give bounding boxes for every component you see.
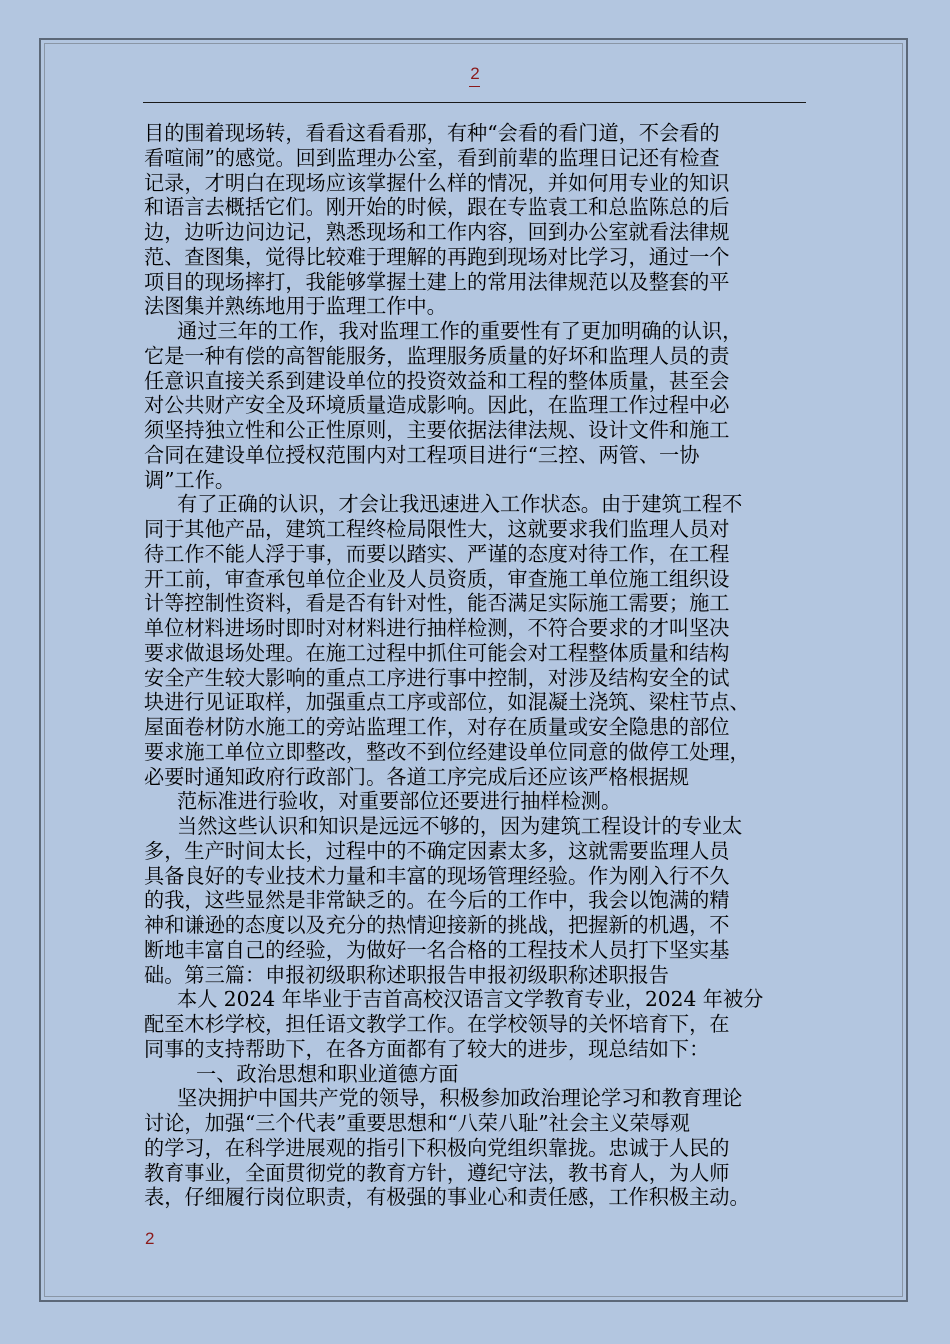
text-line: 的我，这些显然是非常缺乏的。在今后的工作中，我会以饱满的精 <box>144 888 730 913</box>
text-line: 调”工作。 <box>144 467 236 492</box>
header-rule <box>143 102 806 103</box>
text-line: 必要时通知政府行政部门。各道工序完成后还应该严格根据规 <box>144 764 690 789</box>
header-page-number: 2 <box>470 64 480 83</box>
text-line: 的学习，在科学进展观的指引下积极向党组织靠拢。忠诚于人民的 <box>144 1135 730 1160</box>
text-line: 开工前，审查承包单位企业及人员资质，审查施工单位施工组织设 <box>144 566 730 591</box>
text-line: 法图集并熟练地用于监理工作中。 <box>144 294 447 319</box>
text-line: 断地丰富自己的经验，为做好一名合格的工程技术人员打下坚实基 <box>144 937 730 962</box>
paragraph-first-line: 本人 2024 年毕业于吉首高校汉语言文学教育专业，2024 年被分 <box>177 987 764 1012</box>
document-body <box>144 121 834 1210</box>
text-line: 计等控制性资料，看是否有针对性，能否满足实际施工需要；施工 <box>144 591 730 616</box>
text-line: 要求施工单位立即整改，整改不到位经建设单位同意的做停工处理， <box>144 739 750 764</box>
header-page-number-underline <box>469 86 480 87</box>
footer-page-number: 2 <box>145 1229 155 1248</box>
text-line: 须坚持独立性和公正性原则，主要依据法律法规、设计文件和施工 <box>144 418 730 442</box>
section-heading: 一、政治思想和职业道德方面 <box>196 1061 459 1086</box>
text-line: 具备良好的专业技术力量和丰富的现场管理经验。作为刚入行不久 <box>144 863 730 888</box>
paragraph-first-line: 坚决拥护中国共产党的领导，积极参加政治理论学习和教育理论 <box>177 1086 743 1111</box>
text-line: 记录，才明白在现场应该掌握什么样的情况，并如何用专业的知识 <box>144 170 730 195</box>
text-line: 它是一种有偿的高智能服务，监理服务质量的好坏和监理人员的责 <box>144 343 730 368</box>
text-line: 神和谦逊的态度以及充分的热情迎接新的挑战，把握新的机遇，不 <box>144 913 730 937</box>
paragraph-first-line: 通过三年的工作，我对监理工作的重要性有了更加明确的认识， <box>177 319 743 343</box>
text-line: 对公共财产安全及环境质量造成影响。因此，在监理工作过程中必 <box>144 393 730 418</box>
text-line: 块进行见证取样，加强重点工序或部位，如混凝土浇筑、梁柱节点、 <box>144 690 750 715</box>
text-line: 项目的现场摔打，我能够掌握土建上的常用法律规范以及整套的平 <box>144 269 730 294</box>
text-line: 任意识直接关系到建设单位的投资效益和工程的整体质量，甚至会 <box>144 368 730 393</box>
text-line: 教育事业，全面贯彻党的教育方针，遵纪守法，教书育人，为人师 <box>144 1160 730 1185</box>
text-line: 合同在建设单位授权范围内对工程项目进行“三控、两管、一协 <box>144 442 700 467</box>
text-line: 单位材料进场时即时对材料进行抽样检测，不符合要求的才叫坚决 <box>144 616 730 640</box>
text-line: 础。第三篇：申报初级职称述职报告申报初级职称述职报告 <box>144 962 669 987</box>
text-line: 屋面卷材防水施工的旁站监理工作，对存在质量或安全隐患的部位 <box>144 715 730 739</box>
text-line: 同事的支持帮助下，在各方面都有了较大的进步，现总结如下： <box>144 1036 710 1061</box>
text-line: 范、查图集，觉得比较难于理解的再跑到现场对比学习，通过一个 <box>144 244 730 269</box>
text-line: 同于其他产品，建筑工程终检局限性大，这就要求我们监理人员对 <box>144 517 730 541</box>
paragraph-first-line: 有了正确的认识，才会让我迅速进入工作状态。由于建筑工程不 <box>177 492 743 517</box>
paragraph-first-line: 当然这些认识和知识是远远不够的，因为建筑工程设计的专业太 <box>177 814 743 838</box>
text-line: 配至木杉学校，担任语文教学工作。在学校领导的关怀培育下，在 <box>144 1012 730 1036</box>
text-line: 安全产生较大影响的重点工序进行事中控制，对涉及结构安全的试 <box>144 665 730 690</box>
text-line: 要求做退场处理。在施工过程中抓住可能会对工程整体质量和结构 <box>144 640 730 665</box>
text-line: 待工作不能人浮于事，而要以踏实、严谨的态度对待工作，在工程 <box>144 541 730 566</box>
text-line: 多，生产时间太长，过程中的不确定因素太多，这就需要监理人员 <box>144 838 730 863</box>
text-line: 边，边听边问边记，熟悉现场和工作内容，回到办公室就看法律规 <box>144 220 730 244</box>
text-line: 看喧闹”的感觉。回到监理办公室，看到前辈的监理日记还有检查 <box>144 145 720 170</box>
text-line: 和语言去概括它们。刚开始的时候，跟在专监袁工和总监陈总的后 <box>144 195 730 220</box>
text-line: 讨论，加强“三个代表”重要思想和“八荣八耻”社会主义荣辱观 <box>144 1111 690 1135</box>
text-line: 目的围着现场转，看看这看看那，有种“会看的看门道，不会看的 <box>144 121 720 145</box>
paragraph-first-line: 范标准进行验收，对重要部位还要进行抽样检测。 <box>177 789 622 814</box>
text-line: 表，仔细履行岗位职责，有极强的事业心和责任感，工作积极主动。 <box>144 1185 750 1210</box>
